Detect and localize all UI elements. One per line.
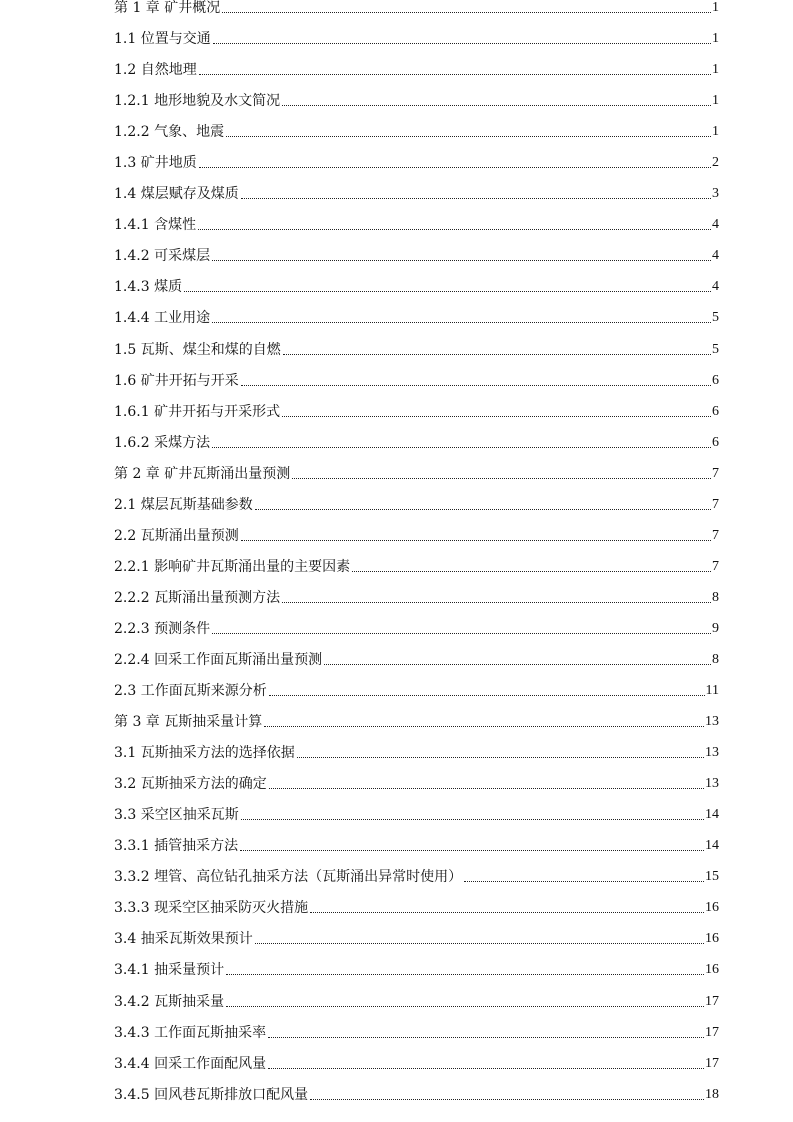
toc-dot-leader bbox=[269, 695, 705, 696]
toc-entry-title: 3.4.2 瓦斯抽采量 bbox=[114, 993, 225, 1010]
toc-entry-title: 3.3.3 现采空区抽采防灭火措施 bbox=[114, 900, 309, 917]
toc-dot-leader bbox=[282, 105, 711, 106]
toc-dot-leader bbox=[310, 912, 704, 913]
toc-entry[interactable] bbox=[114, 457, 719, 488]
toc-entry-page-number: 16 bbox=[705, 900, 719, 916]
toc-entry-page-number: 7 bbox=[712, 496, 719, 512]
toc-entry[interactable] bbox=[114, 488, 719, 519]
toc-dot-leader bbox=[212, 447, 711, 448]
toc-entry-page-number: 1 bbox=[712, 124, 719, 140]
toc-entry-title: 2.2.4 回采工作面瓦斯涌出量预测 bbox=[114, 651, 323, 668]
toc-entry-page-number: 4 bbox=[712, 217, 719, 233]
toc-entry-page-number: 7 bbox=[712, 527, 719, 543]
toc-entry[interactable] bbox=[114, 1016, 719, 1047]
toc-dot-leader bbox=[222, 12, 711, 13]
toc-entry-title: 1.4.4 工业用途 bbox=[114, 310, 211, 327]
toc-dot-leader bbox=[212, 260, 711, 261]
toc-entry[interactable] bbox=[114, 984, 719, 1015]
toc-dot-leader bbox=[282, 602, 711, 603]
toc-entry-title: 第 2 章 矿井瓦斯涌出量预测 bbox=[114, 465, 291, 482]
toc-dot-leader bbox=[226, 136, 711, 137]
toc-entry-title: 3.3.2 埋管、高位钻孔抽采方法（瓦斯涌出异常时使用） bbox=[114, 869, 463, 886]
toc-entry-title: 1.2.1 地形地貌及水文简况 bbox=[114, 93, 281, 110]
toc-dot-leader bbox=[212, 322, 711, 323]
toc-entry[interactable] bbox=[114, 891, 719, 922]
toc-entry[interactable] bbox=[114, 550, 719, 581]
toc-entry[interactable] bbox=[114, 146, 719, 177]
toc-entry-title: 1.4.2 可采煤层 bbox=[114, 248, 211, 265]
toc-entry-page-number: 14 bbox=[705, 807, 719, 823]
toc-dot-leader bbox=[264, 726, 704, 727]
toc-entry[interactable] bbox=[114, 364, 719, 395]
toc-entry[interactable] bbox=[114, 798, 719, 829]
toc-entry[interactable] bbox=[114, 519, 719, 550]
toc-entry-page-number: 8 bbox=[712, 651, 719, 667]
toc-entry-page-number: 6 bbox=[712, 372, 719, 388]
toc-dot-leader bbox=[241, 385, 711, 386]
toc-entry[interactable] bbox=[114, 581, 719, 612]
toc-entry-title: 3.4.4 回采工作面配风量 bbox=[114, 1055, 267, 1072]
toc-entry-page-number: 9 bbox=[712, 620, 719, 636]
toc-entry[interactable] bbox=[114, 22, 719, 53]
toc-entry-page-number: 17 bbox=[705, 1055, 719, 1071]
toc-dot-leader bbox=[310, 1099, 704, 1100]
toc-dot-leader bbox=[213, 43, 711, 44]
toc-dot-leader bbox=[241, 198, 711, 199]
toc-entry[interactable] bbox=[114, 674, 719, 705]
toc-dot-leader bbox=[255, 509, 711, 510]
toc-entry-page-number: 8 bbox=[712, 589, 719, 605]
toc-dot-leader bbox=[198, 229, 711, 230]
toc-entry-page-number: 15 bbox=[705, 869, 719, 885]
toc-entry-page-number: 16 bbox=[705, 931, 719, 947]
toc-entry-page-number: 5 bbox=[712, 341, 719, 357]
toc-entry-title: 3.4.3 工作面瓦斯抽采率 bbox=[114, 1024, 267, 1041]
toc-dot-leader bbox=[268, 1037, 704, 1038]
toc-entry-page-number: 13 bbox=[705, 745, 719, 761]
toc-entry[interactable] bbox=[114, 922, 719, 953]
toc-dot-leader bbox=[269, 788, 704, 789]
toc-entry[interactable] bbox=[114, 426, 719, 457]
toc-dot-leader bbox=[352, 571, 711, 572]
toc-entry-title: 1.6.2 采煤方法 bbox=[114, 434, 211, 451]
toc-entry-title: 3.3 采空区抽采瓦斯 bbox=[114, 807, 239, 824]
toc-entry-page-number: 4 bbox=[712, 279, 719, 295]
toc-dot-leader bbox=[226, 1006, 704, 1007]
toc-entry-title: 2.2 瓦斯涌出量预测 bbox=[114, 527, 239, 544]
toc-dot-leader bbox=[184, 291, 711, 292]
toc-dot-leader bbox=[212, 633, 711, 634]
toc-entry-page-number: 13 bbox=[705, 776, 719, 792]
toc-entry[interactable] bbox=[114, 1078, 719, 1109]
toc-entry[interactable] bbox=[114, 208, 719, 239]
toc-entry[interactable] bbox=[114, 705, 719, 736]
toc-entry[interactable] bbox=[114, 829, 719, 860]
toc-entry-title: 3.4 抽采瓦斯效果预计 bbox=[114, 931, 253, 948]
toc-entry[interactable] bbox=[114, 301, 719, 332]
toc-entry-title: 1.5 瓦斯、煤尘和煤的自燃 bbox=[114, 341, 281, 358]
toc-entry-title: 1.1 位置与交通 bbox=[114, 31, 211, 48]
toc-dot-leader bbox=[199, 74, 711, 75]
toc-entry-page-number: 3 bbox=[712, 186, 719, 202]
toc-entry-page-number: 18 bbox=[705, 1086, 719, 1102]
toc-entry-page-number: 1 bbox=[712, 93, 719, 109]
toc-entry[interactable] bbox=[114, 395, 719, 426]
toc-entry-title: 1.2.2 气象、地震 bbox=[114, 124, 225, 141]
toc-entry[interactable] bbox=[114, 53, 719, 84]
toc-dot-leader bbox=[241, 819, 704, 820]
toc-entry[interactable] bbox=[114, 270, 719, 301]
toc-entry-page-number: 7 bbox=[712, 558, 719, 574]
toc-entry-title: 2.3 工作面瓦斯来源分析 bbox=[114, 683, 267, 700]
toc-entry-page-number: 14 bbox=[705, 838, 719, 854]
toc-entry-page-number: 11 bbox=[705, 683, 719, 699]
toc-entry[interactable] bbox=[114, 860, 719, 891]
toc-entry-title: 2.2.1 影响矿井瓦斯涌出量的主要因素 bbox=[114, 558, 351, 575]
toc-entry-page-number: 17 bbox=[705, 993, 719, 1009]
toc-entry[interactable] bbox=[114, 953, 719, 984]
toc-entry[interactable] bbox=[114, 1047, 719, 1078]
toc-entry-title: 第 3 章 瓦斯抽采量计算 bbox=[114, 714, 263, 731]
toc-entry[interactable] bbox=[114, 767, 719, 798]
toc-entry[interactable] bbox=[114, 239, 719, 270]
toc-dot-leader bbox=[283, 354, 711, 355]
toc-entry[interactable] bbox=[114, 115, 719, 146]
toc-entry-title: 2.1 煤层瓦斯基础参数 bbox=[114, 496, 253, 513]
toc-entry-page-number: 5 bbox=[712, 310, 719, 326]
toc-dot-leader bbox=[292, 478, 711, 479]
toc-entry-page-number: 17 bbox=[705, 1024, 719, 1040]
toc-dot-leader bbox=[282, 416, 711, 417]
toc-entry-title: 1.6 矿井开拓与开采 bbox=[114, 372, 239, 389]
toc-entry-title: 2.2.2 瓦斯涌出量预测方法 bbox=[114, 589, 281, 606]
toc-entry-page-number: 4 bbox=[712, 248, 719, 264]
toc-entry-title: 1.3 矿井地质 bbox=[114, 155, 197, 172]
toc-entry[interactable] bbox=[114, 84, 719, 115]
toc-dot-leader bbox=[241, 540, 711, 541]
toc-entry[interactable] bbox=[114, 612, 719, 643]
toc-dot-leader bbox=[255, 943, 704, 944]
toc-entry[interactable] bbox=[114, 736, 719, 767]
toc-entry-title: 1.4.1 含煤性 bbox=[114, 217, 197, 234]
toc-entry-page-number: 2 bbox=[712, 155, 719, 171]
toc-entry-page-number: 1 bbox=[712, 62, 719, 78]
toc-entry[interactable] bbox=[114, 177, 719, 208]
toc-entry-title: 3.4.5 回风巷瓦斯排放口配风量 bbox=[114, 1086, 309, 1103]
toc-entry-title: 3.3.1 插管抽采方法 bbox=[114, 838, 239, 855]
toc-entry-page-number: 1 bbox=[712, 31, 719, 47]
toc-dot-leader bbox=[324, 664, 711, 665]
toc-dot-leader bbox=[297, 757, 704, 758]
toc-entry-title: 第 1 章 矿井概况 bbox=[114, 0, 221, 16]
toc-entry-page-number: 7 bbox=[712, 465, 719, 481]
toc-entry[interactable] bbox=[114, 0, 719, 22]
toc-dot-leader bbox=[199, 167, 711, 168]
toc-entry[interactable] bbox=[114, 643, 719, 674]
toc-entry-page-number: 6 bbox=[712, 434, 719, 450]
toc-dot-leader bbox=[226, 974, 704, 975]
toc-entry-title: 1.4.3 煤质 bbox=[114, 279, 183, 296]
toc-entry-page-number: 6 bbox=[712, 403, 719, 419]
toc-entry-page-number: 16 bbox=[705, 962, 719, 978]
toc-entry-title: 2.2.3 预测条件 bbox=[114, 620, 211, 637]
toc-dot-leader bbox=[240, 850, 704, 851]
toc-dot-leader bbox=[464, 881, 704, 882]
toc-dot-leader bbox=[268, 1068, 704, 1069]
toc-entry-title: 1.2 自然地理 bbox=[114, 62, 197, 79]
toc-entry-title: 3.2 瓦斯抽采方法的确定 bbox=[114, 776, 267, 793]
table-of-contents bbox=[114, 0, 719, 1109]
toc-entry-page-number: 1 bbox=[712, 0, 719, 15]
toc-entry-page-number: 13 bbox=[705, 714, 719, 730]
toc-entry-title: 3.4.1 抽采量预计 bbox=[114, 962, 225, 979]
toc-entry-title: 1.4 煤层赋存及煤质 bbox=[114, 186, 239, 203]
toc-entry-title: 1.6.1 矿井开拓与开采形式 bbox=[114, 403, 281, 420]
toc-entry[interactable] bbox=[114, 332, 719, 363]
toc-entry-title: 3.1 瓦斯抽采方法的选择依据 bbox=[114, 745, 295, 762]
